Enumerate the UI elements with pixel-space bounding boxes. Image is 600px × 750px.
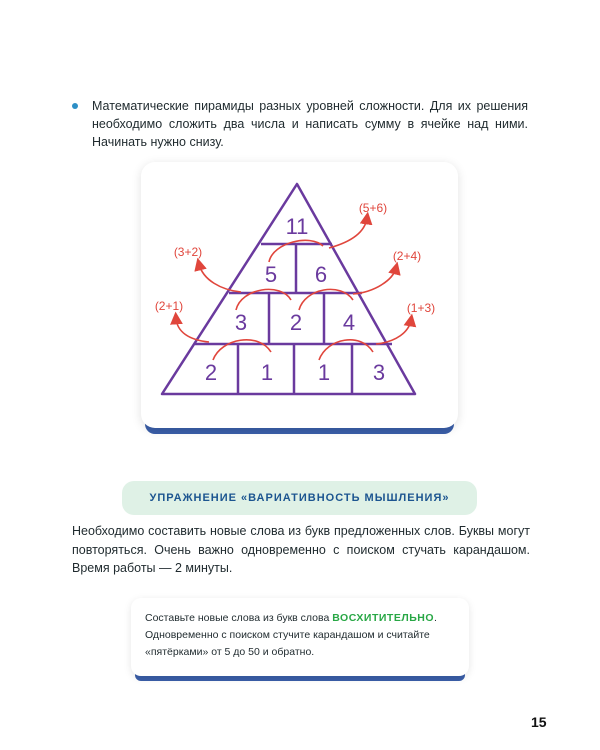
arrow-to-label [199,264,241,292]
task-text-before: Составьте новые слова из букв слова [145,612,333,624]
exercise-title: УПРАЖНЕНИЕ «ВАРИАТИВНОСТЬ МЫШЛЕНИЯ» [149,492,450,504]
task-highlight-word: ВОСХИТИТЕЛЬНО [332,612,434,624]
annotation-label: (2+1) [154,299,184,313]
task-card [131,598,469,676]
exercise-header [122,481,477,515]
pyramid-cell: 2 [289,310,303,335]
intro-text: Математические пирамиды разных уровней сложности. Для их решения необходимо сложить два числа и написать сумму в ячейке над ними. Начинать нужно снизу. [92,99,528,149]
annotation-label: (1+3) [406,301,436,315]
pyramid-diagram [141,162,458,428]
exercise-description: Необходимо составить новые слова из букв предложенных слов. Буквы могут повторяться. Очень важно одновременно с поиском стучать карандашом. Время работы — 2 минуты. [72,524,530,575]
bullet-dot-icon [72,103,78,109]
pyramid-cell: 3 [234,310,248,335]
pyramid-cell: 2 [204,360,218,385]
pyramid-cell: 3 [372,360,386,385]
pyramid-cell: 6 [314,262,328,287]
pyramid-cell: 4 [342,310,356,335]
pyramid-cell: 5 [264,262,278,287]
task-text-after: . Одновременно с поиском стучите карандашом и считайте «пятёрками» от 5 до 50 и обратно. [145,612,437,658]
pyramid-cell: 1 [260,360,274,385]
annotation-label: (3+2) [173,245,203,259]
annotation-label: (5+6) [358,201,388,215]
pyramid-cell: 1 [317,360,331,385]
arrow-to-label [353,268,396,294]
intro-bullet [72,97,528,151]
pyramid-cell: 11 [285,214,309,239]
pyramid-card [141,162,458,428]
annotation-label: (2+4) [392,249,422,263]
page-number: 15 [531,714,547,730]
arrow-to-label [329,218,367,248]
